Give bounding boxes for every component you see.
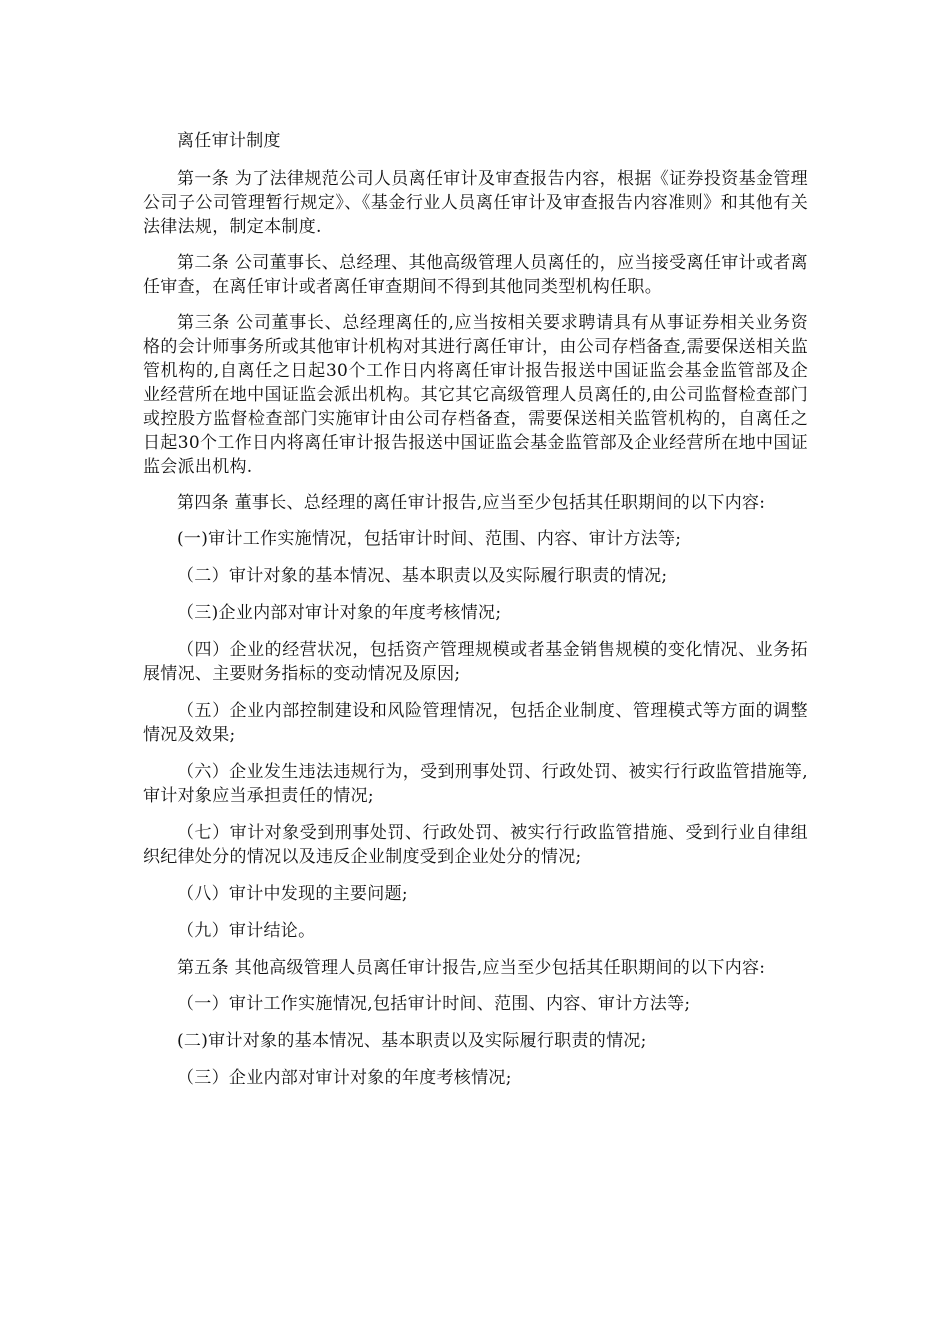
article-1: 第一条 为了法律规范公司人员离任审计及审查报告内容，根据《证券投资基金管理公司子公司管理暂行规定》、《基金行业人员离任审计及审查报告内容准则》和其他有关法律法规，制定本制度. xyxy=(143,169,808,237)
article-3: 第三条 公司董事长、总经理离任的,应当按相关要求聘请具有从事证券相关业务资格的会计师事务所或其他审计机构对其进行离任审计，由公司存档备查,需要保送相关监管机构的,自离任之日起30个工作日内将离任审计报告报送中国证监会基金监管部及企业经营所在地中国证监会派出机构。其它其它高级管理人员离任的,由公司监督检查部门或控股方监督检查部门实施审计由公司存档备查，需要保送相关监管机构的，自离任之日起30个工作日内将离任审计报告报送中国证监会基金监管部及企业经营所在地中国证监会派出机构. xyxy=(143,313,808,477)
article-4-item: （四）企业的经营状况，包括资产管理规模或者基金销售规模的变化情况、业务拓展情况、主要财务指标的变动情况及原因; xyxy=(143,640,808,684)
article-5-item: （一）审计工作实施情况,包括审计时间、范围、内容、审计方法等; xyxy=(177,994,691,1014)
article-4-item: （七）审计对象受到刑事处罚、行政处罚、被实行行政监管措施、受到行业自律组织纪律处分的情况以及违反企业制度受到企业处分的情况; xyxy=(143,823,808,867)
article-4-item: （三)企业内部对审计对象的年度考核情况; xyxy=(177,603,502,623)
article-5: 第五条 其他高级管理人员离任审计报告,应当至少包括其任职期间的以下内容: xyxy=(177,958,766,978)
article-4-item: （五）企业内部控制建设和风险管理情况，包括企业制度、管理模式等方面的调整情况及效果; xyxy=(143,701,808,745)
document-body xyxy=(143,129,808,1103)
article-4-item: （九）审计结论。 xyxy=(177,921,316,941)
article-4-item: （六）企业发生违法违规行为，受到刑事处罚、行政处罚、被实行行政监管措施等,审计对象应当承担责任的情况; xyxy=(143,762,808,806)
article-4: 第四条 董事长、总经理的离任审计报告,应当至少包括其任职期间的以下内容: xyxy=(177,493,766,513)
article-5-item: （三）企业内部对审计对象的年度考核情况; xyxy=(177,1068,512,1088)
article-5-item: (二)审计对象的基本情况、基本职责以及实际履行职责的情况; xyxy=(177,1031,647,1051)
article-4-item: （八）审计中发现的主要问题; xyxy=(177,884,408,904)
article-4-item: （二）审计对象的基本情况、基本职责以及实际履行职责的情况; xyxy=(177,566,668,586)
article-2: 第二条 公司董事长、总经理、其他高级管理人员离任的，应当接受离任审计或者离任审查，在离任审计或者离任审查期间不得到其他同类型机构任职。 xyxy=(143,253,808,297)
article-4-item: (一)审计工作实施情况，包括审计时间、范围、内容、审计方法等; xyxy=(177,529,682,549)
document-title: 离任审计制度 xyxy=(177,131,281,151)
